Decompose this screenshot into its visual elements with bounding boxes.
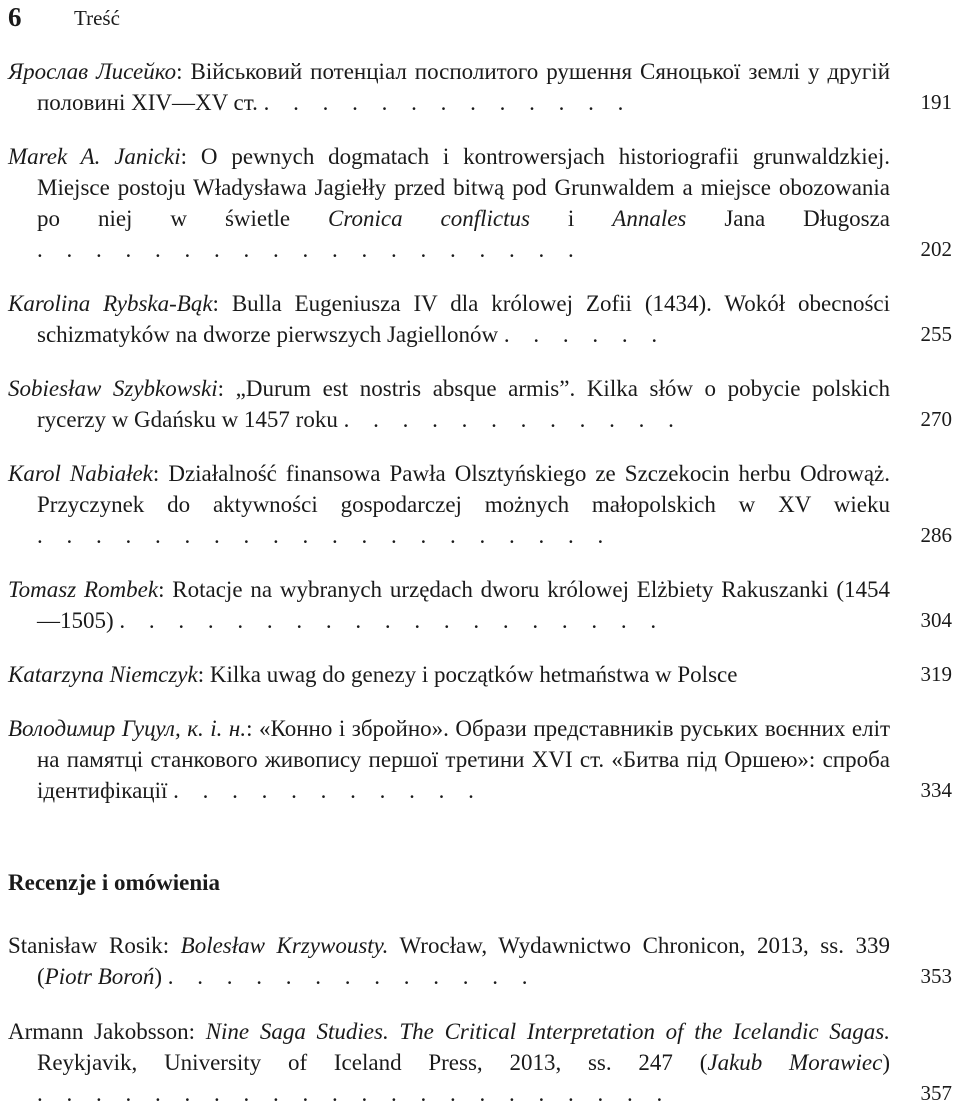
entry-title: «Конно і збройно». Образи представників руських воєнних еліт на памятці станкового живопису першої третини XVI ст. «Битва під Оршею»: спроба ідентифікації [37,716,891,803]
review-page-number: 357 [920,1081,952,1105]
leader-dots: . . . . . . . . . . . . [343,407,683,432]
entry-author: Володимир Гуцул, к. і. н. [8,716,247,741]
entry-title: Kilka uwag do genezy i początków hetmaństwa w Polsce [209,662,738,687]
leader-dots: . . . . . . . . . . . . . . . . . . . . . . [37,1081,672,1106]
entry-title: Działalność finansowa Pawła Olsztyńskiego ze Szczekocin herbu Odrowąż. Przyczynek do aktywności gospodarczej możnych małopolskich w XV wieku [37,461,890,517]
toc-entry[interactable]: Sobiesław Szybkowski: „Durum est nostris absque armis”. Kilka słów o pobycie polskich rycerzy w Gdańsku w 1457 roku . . . . . . . . . . . . 270 [8,373,960,435]
leader-dots: . . . . . . . . . . . . . . . . . . . [119,608,666,633]
entry-page-number: 255 [920,322,952,346]
toc-entries [8,56,960,806]
toc-entry[interactable]: Karol Nabiałek: Działalność finansowa Pawła Olsztyńskiego ze Szczekocin herbu Odrowąż. Przyczynek do aktywności gospodarczej możnych małopolskich w XV wieku . . . . . . . . . . . . . . . . . . . . 286 [8,458,960,551]
review-entry[interactable]: Stanisław Rosik: Bolesław Krzywousty. Wrocław, Wydawnictwo Chronicon, 2013, ss. 339 (Piotr Boroń) . . . . . . . . . . . . . 353 [8,930,960,992]
toc-entry[interactable]: Marek A. Janicki: O pewnych dogmatach i kontrowersjach historiografii grunwaldzkiej. Miejsce postoju Władysława Jagiełły przed bitwą pod Grunwaldem a miejsce obozowania po niej w świetle Cronica conflictus i Annales Jana Długosza . . . . . . . . . . . . . . . . . . . 202 [8,141,960,265]
entry-page-number: 319 [920,662,952,686]
entry-author: Marek A. Janicki [8,144,181,169]
review-author: Stanisław Rosik [8,933,163,958]
review-publication: Wrocław, Wydawnictwo Chronicon, 2013, ss. 339 ( [37,933,891,989]
review-entry[interactable]: Armann Jakobsson: Nine Saga Studies. The Critical Interpretation of the Icelandic Sagas. Reykjavik, University of Iceland Press, 2013, ss. 247 (Jakub Morawiec) . . . . . . . . . . . . . . . . . . . . . . 357 [8,1016,960,1109]
leader-dots: . . . . . . [503,322,667,347]
closing-paren: ) [882,1050,890,1075]
review-entries [8,930,960,1109]
entry-title: Rotacje na wybranych urzędach dworu królowej Elżbiety Rakuszanki (1454—1505) [37,577,890,633]
review-page-number: 353 [920,964,952,988]
entry-author: Karolina Rybska-Bąk [8,291,213,316]
reviewer-name: Jakub Morawiec [707,1050,883,1075]
entry-title: Bulla Eugeniusza IV dla królowej Zofii (1434). Wokół obecności schizmatyków na dworze pierwszych Jagiellonów [37,291,891,347]
closing-paren: ) [154,964,163,989]
leader-dots: . . . . . . . . . . . . . [263,90,633,115]
toc-entry[interactable]: Володимир Гуцул, к. і. н.: «Конно і збройно». Образи представників руських воєнних еліт на памятці станкового живопису першої третини XVI ст. «Битва під Оршею»: спроба ідентифікації . . . . . . . . . . . 334 [8,713,960,806]
leader-dots: . . . . . . . . . . . [173,778,483,803]
section-heading: Recenzje i omówienia [8,870,221,895]
entry-page-number: 270 [920,407,952,431]
leader-dots: . . . . . . . . . . . . . [167,964,537,989]
review-title: Bolesław Krzywousty. [180,933,389,958]
reviewer-name: Piotr Boroń [44,964,155,989]
entry-title-italic: Cronica conflictus [328,206,530,231]
entry-page-number: 202 [920,237,952,261]
entry-page-number: 304 [920,608,952,632]
review-author: Armann Jakobsson [8,1019,189,1044]
entry-author: Tomasz Rombek [8,577,159,602]
leader-dots: . . . . . . . . . . . . . . . . . . . . [37,523,613,548]
review-publication: Reykjavik, University of Iceland Press, 2013, ss. 247 ( [37,1050,708,1075]
toc-entry[interactable]: Karolina Rybska-Bąk: Bulla Eugeniusza IV dla królowej Zofii (1434). Wokół obecności schizmatyków na dworze pierwszych Jagiellonów . . . . . . 255 [8,288,960,350]
running-title: Treść [74,6,120,30]
entry-title: Військовий потенціал посполитого рушення Сяноцької землі у другій половині XIV—XV ст. [37,59,891,115]
entry-title: O pewnych dogmatach i kontrowersjach historiografii grunwaldzkiej. Miejsce postoju Władysława Jagiełły przed bitwą pod Grunwaldem a miejsce obozowania po niej w świetle [37,144,891,231]
entry-page-number: 334 [920,778,952,802]
entry-page-number: 286 [920,523,952,547]
leader-dots: . . . . . . . . . . . . . . . . . . . [37,237,583,262]
page-number: 6 [8,2,22,32]
toc-entry[interactable]: Katarzyna Niemczyk: Kilka uwag do genezy i początków hetmaństwa w Polsce 319 [8,659,960,690]
entry-author: Sobiesław Szybkowski [8,376,218,401]
entry-author: Karol Nabiałek [8,461,153,486]
toc-entry[interactable]: Tomasz Rombek: Rotacje na wybranych urzędach dworu królowej Elżbiety Rakuszanki (1454—1505) . . . . . . . . . . . . . . . . . . . 304 [8,574,960,636]
entry-author: Ярослав Лисейко [8,59,177,84]
entry-title: Jana Długosza [724,206,891,231]
entry-title-italic: Annales [612,206,687,231]
entry-title: i [567,206,575,231]
entry-page-number: 191 [920,90,952,114]
review-title: Nine Saga Studies. The Critical Interpretation of the Icelandic Sagas. [205,1019,890,1044]
toc-entry[interactable]: Ярослав Лисейко: Військовий потенціал посполитого рушення Сяноцької землі у другій половині XIV—XV ст. . . . . . . . . . . . . . 191 [8,56,960,118]
entry-author: Katarzyna Niemczyk [8,662,198,687]
entry-title: „Durum est nostris absque armis”. Kilka słów o pobycie polskich rycerzy w Gdańsku w 1457 roku [37,376,891,432]
